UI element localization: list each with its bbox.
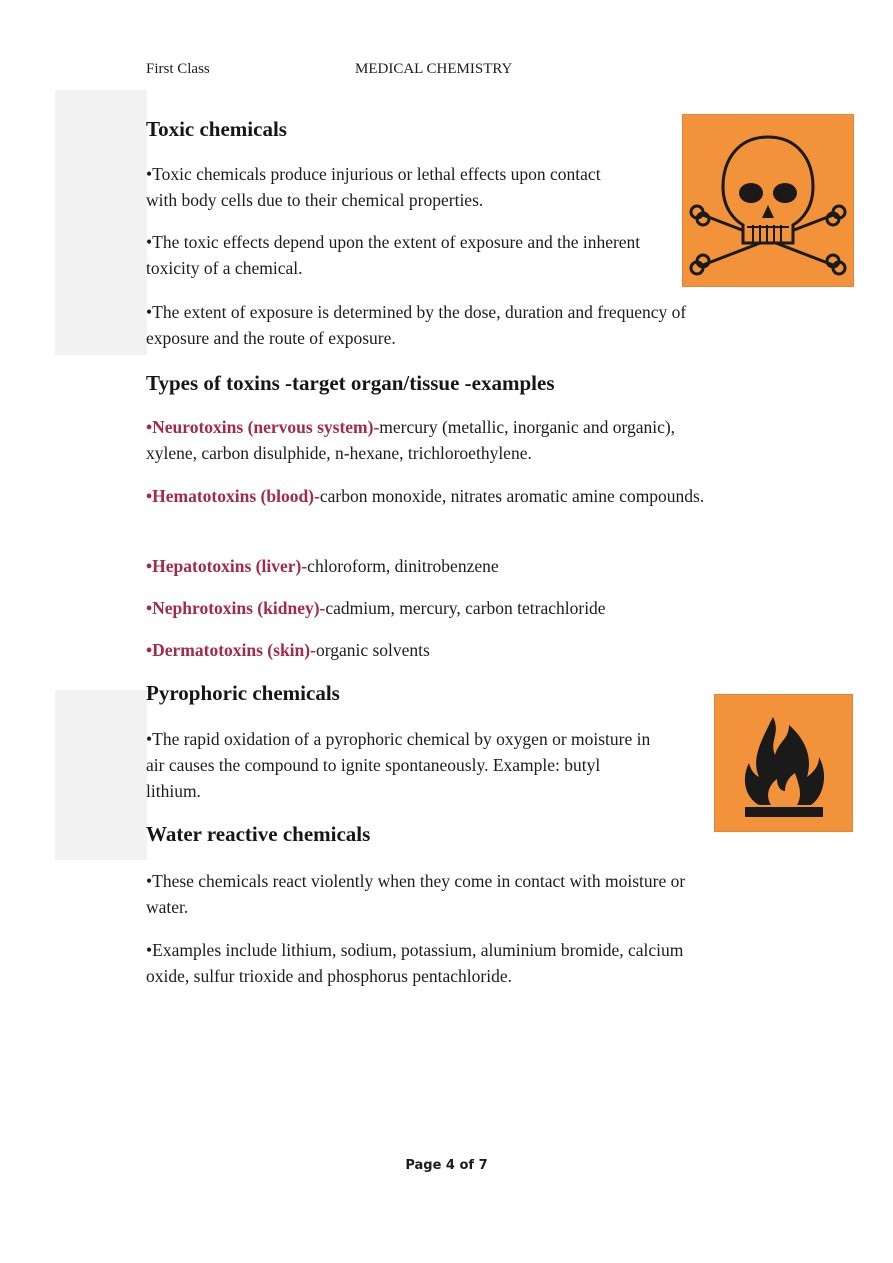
heading-types-of-toxins: Types of toxins -target organ/tissue -examples <box>146 371 555 395</box>
toxin-item-nephrotoxins <box>146 595 746 621</box>
toxin-examples: chloroform, dinitrobenzene <box>307 556 499 576</box>
toxin-item-hematotoxins <box>146 483 706 509</box>
heading-toxic-chemicals: Toxic chemicals <box>146 117 287 141</box>
toxin-examples: cadmium, mercury, carbon tetrachloride <box>325 598 606 618</box>
toxin-term: •Hematotoxins (blood)- <box>146 486 320 506</box>
paragraph-water-1: •These chemicals react violently when they come in contact with moisture or water. <box>146 871 686 917</box>
paragraph-toxic-1: •Toxic chemicals produce injurious or lethal effects upon contact with body cells due to their chemical properties. <box>146 164 601 210</box>
skull-crossbones-icon <box>682 114 854 287</box>
flame-icon <box>714 694 853 832</box>
toxin-examples: carbon monoxide, nitrates aromatic amine compounds. <box>319 486 705 506</box>
toxin-examples: mercury (metallic, inorganic and organic), xylene, carbon disulphide, n-hexane, trichloroethylene. <box>146 417 676 463</box>
heading-water-reactive-chemicals: Water reactive chemicals <box>146 822 371 846</box>
toxin-term: •Neurotoxins (nervous system)- <box>146 417 380 437</box>
toxin-item-dermatotoxins <box>146 637 746 663</box>
toxin-examples: organic solvents <box>315 640 430 660</box>
paragraph-toxic-2: •The toxic effects depend upon the extent of exposure and the inherent toxicity of a chemical. <box>146 232 641 278</box>
heading-pyrophoric-chemicals: Pyrophoric chemicals <box>146 681 340 705</box>
toxin-item-hepatotoxins <box>146 553 746 579</box>
toxin-item-neurotoxins <box>146 414 706 466</box>
page-number: Page 4 of 7 <box>405 1158 488 1173</box>
header-class: First Class <box>146 61 210 77</box>
scan-ghost-panel <box>55 690 147 860</box>
scan-ghost-panel <box>55 90 147 355</box>
paragraph-pyrophoric: •The rapid oxidation of a pyrophoric chemical by oxygen or moisture in air causes the compound to ignite spontaneously. Example: butyl lithium. <box>146 729 651 801</box>
toxin-term: •Hepatotoxins (liver)- <box>146 556 308 576</box>
toxin-term: •Dermatotoxins (skin)- <box>146 640 316 660</box>
header-title: MEDICAL CHEMISTRY <box>355 61 513 77</box>
paragraph-toxic-3: •The extent of exposure is determined by the dose, duration and frequency of exposure and the route of exposure. <box>146 302 687 348</box>
toxin-term: •Nephrotoxins (kidney)- <box>146 598 326 618</box>
paragraph-water-2: •Examples include lithium, sodium, potassium, aluminium bromide, calcium oxide, sulfur trioxide and phosphorus pentachloride. <box>146 940 684 986</box>
